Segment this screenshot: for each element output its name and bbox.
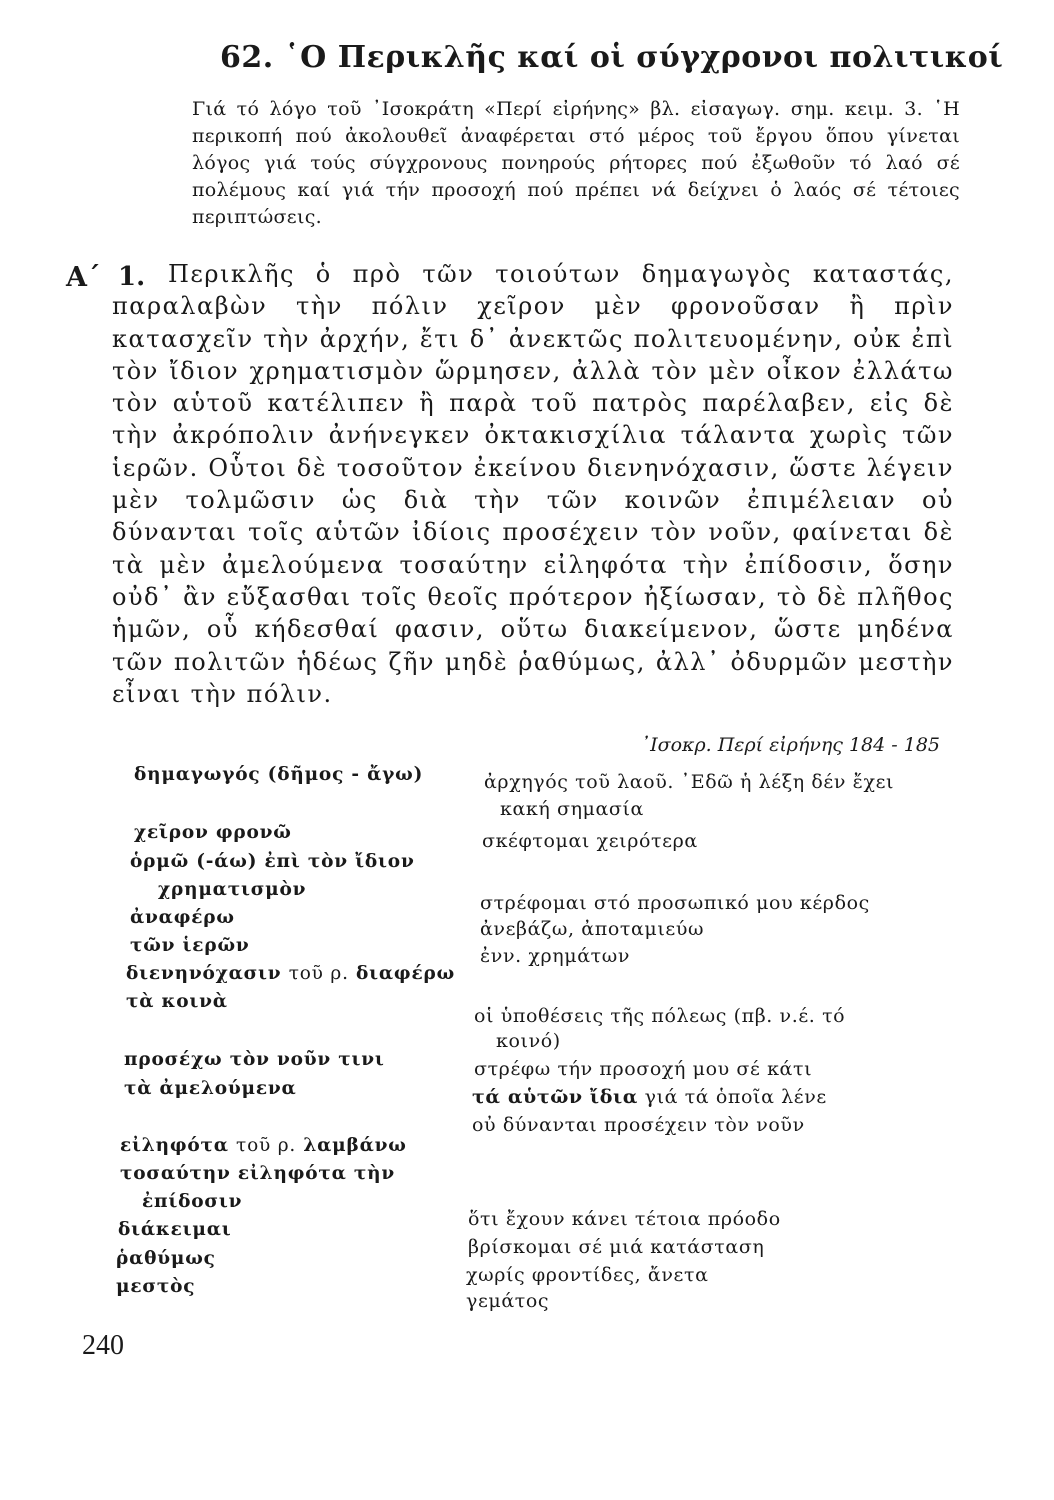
glossary-term-with-note xyxy=(120,1135,407,1156)
glossary-term: μεστὸς xyxy=(116,1276,196,1297)
glossary-term: διάκειμαι xyxy=(118,1219,232,1240)
glossary-term: τὰ κοινὰ xyxy=(126,991,228,1012)
glossary-term: δημαγωγός (δῆμος - ἄγω) xyxy=(134,764,424,785)
glossary-definition: στρέφω τήν προσοχή μου σέ κάτι xyxy=(474,1058,813,1080)
glossary-definition: ἐνν. χρημάτων xyxy=(480,945,630,967)
glossary-term-word: εἰληφότα xyxy=(120,1135,229,1156)
glossary-term: τοσαύτην εἰληφότα τὴν xyxy=(120,1163,396,1184)
glossary-definition-plain: γιά τά ὁποῖα λένε xyxy=(644,1086,827,1108)
glossary-term-with-note xyxy=(126,963,455,984)
glossary-definition: χωρίς φροντίδες, ἄνετα xyxy=(466,1264,709,1286)
glossary-definition-bold: τά αὑτῶν ἴδια xyxy=(472,1086,638,1108)
lesson-title: 62. ῾Ο Περικλῆς καί οἱ σύγχρονοι πολιτικοί xyxy=(220,40,1004,75)
page-number: 240 xyxy=(82,1330,124,1361)
glossary-term: ῥαθύμως xyxy=(116,1248,216,1269)
glossary-term-note: τοῦ ρ. xyxy=(288,963,349,984)
glossary-term: χρηματισμὸν xyxy=(158,879,307,900)
glossary-term: προσέχω τὸν νοῦν τινι xyxy=(124,1049,385,1070)
glossary-term: τὰ ἀμελούμενα xyxy=(124,1078,297,1099)
glossary-definition-mixed xyxy=(472,1086,827,1108)
glossary-term: ἀναφέρω xyxy=(130,907,235,928)
glossary-definition: στρέφομαι στό προσωπικό μου κέρδος xyxy=(480,892,870,914)
glossary-definition: σκέφτομαι χειρότερα xyxy=(482,830,698,852)
glossary-term: τῶν ἱερῶν xyxy=(130,935,250,956)
glossary-definition: οἱ ὑποθέσεις τῆς πόλεως (πβ. ν.έ. τό xyxy=(474,1005,846,1027)
main-greek-text: Περικλῆς ὁ πρὸ τῶν τοιούτων δημαγωγὸς καταστάς, παραλαβὼν τὴν πόλιν χεῖρον μὲν φρονοῦσαν ἢ πρὶν κατασχεῖν τὴν ἀρχήν, ἔτι δ᾿ ἀνεκτῶς πολιτευομένην, οὐκ ἐπὶ τὸν ἴδιον χρηματισμὸν ὥρμησεν, ἀλλὰ τὸν μὲν οἶκον ἐλλάτω τὸν αὑτοῦ κατέλιπεν ἢ παρὰ τοῦ πατρὸς παρέλαβεν, εἰς δὲ τὴν ἀκρόπολιν ἀνήνεγκεν ὀκτακισχίλια τάλαντα χωρὶς τῶν ἱερῶν. Οὗτοι δὲ τοσοῦτον ἐκείνου διενηνόχασιν, ὥστε λέγειν μὲν τολμῶσιν ὡς διὰ τὴν τῶν κοινῶν ἐπιμέλειαν οὐ δύνανται τοῖς αὑτῶν ἰδίοις προσέχειν τὸν νοῦν, φαίνεται δὲ τὰ μὲν ἀμελούμενα τοσαύτην εἰληφότα τὴν ἐπίδοσιν, ὅσην οὐδ᾿ ἂν εὔξασθαι τοῖς θεοῖς πρότερον ἠξίωσαν, τὸ δὲ πλῆθος ἡμῶν, οὗ κήδεσθαί φασιν, οὕτω διακείμενον, ὥστε μηδένα τῶν πολιτῶν ἡδέως ζῆν μηδὲ ῥαθύμως, ἀλλ᾿ ὀδυρμῶν μεστὴν εἶναι τὴν πόλιν. xyxy=(112,260,954,708)
glossary-term-word: λαμβάνω xyxy=(303,1135,407,1156)
glossary-definition: κακή σημασία xyxy=(500,798,644,820)
glossary-definition: κοινό) xyxy=(496,1030,561,1052)
glossary-definition: οὐ δύνανται προσέχειν τὸν νοῦν xyxy=(472,1114,805,1136)
glossary-definition: ἀνεβάζω, ἀποταμιεύω xyxy=(480,918,705,940)
paragraph-number: 1. xyxy=(118,262,146,292)
glossary-term: ἐπίδοσιν xyxy=(142,1191,243,1212)
intro-note: Γιά τό λόγο τοῦ ᾿Ισοκράτη «Περί εἰρήνης» βλ. εἰσαγωγ. σημ. κειμ. 3. ῾Η περικοπή πού ἀκολουθεῖ ἀναφέρεται στό μέρος τοῦ ἔργου ὅπου γίνεται λόγος γιά τούς σύγχρονους πονηρούς ρήτορες πού ἐξωθοῦν τό λαό σέ πολέμους καί γιά τήν προσοχή πού πρέπει νά δείχνει ὁ λαός σέ τέτοιες περιπτώσεις. xyxy=(192,98,960,228)
glossary-term-note: τοῦ ρ. xyxy=(236,1135,297,1156)
glossary-definition: ἀρχηγός τοῦ λαοῦ. ᾿Εδῶ ἡ λέξη δέν ἔχει xyxy=(484,771,895,793)
glossary-term: χεῖρον φρονῶ xyxy=(134,822,292,843)
glossary-term-word: διαφέρω xyxy=(356,963,456,984)
glossary-definition: ὅτι ἔχουν κάνει τέτοια πρόοδο xyxy=(468,1208,781,1230)
glossary-definition: βρίσκομαι σέ μιά κατάσταση xyxy=(468,1236,765,1258)
glossary-term: ὁρμῶ (-άω) ἐπὶ τὸν ἴδιον xyxy=(130,851,415,872)
glossary-term-word: διενηνόχασιν xyxy=(126,963,282,984)
section-mark: Α΄ xyxy=(66,262,101,293)
source-citation: ᾿Ισοκρ. Περί εἰρήνης 184 - 185 xyxy=(640,734,940,756)
glossary-definition: γεμάτος xyxy=(466,1290,550,1312)
